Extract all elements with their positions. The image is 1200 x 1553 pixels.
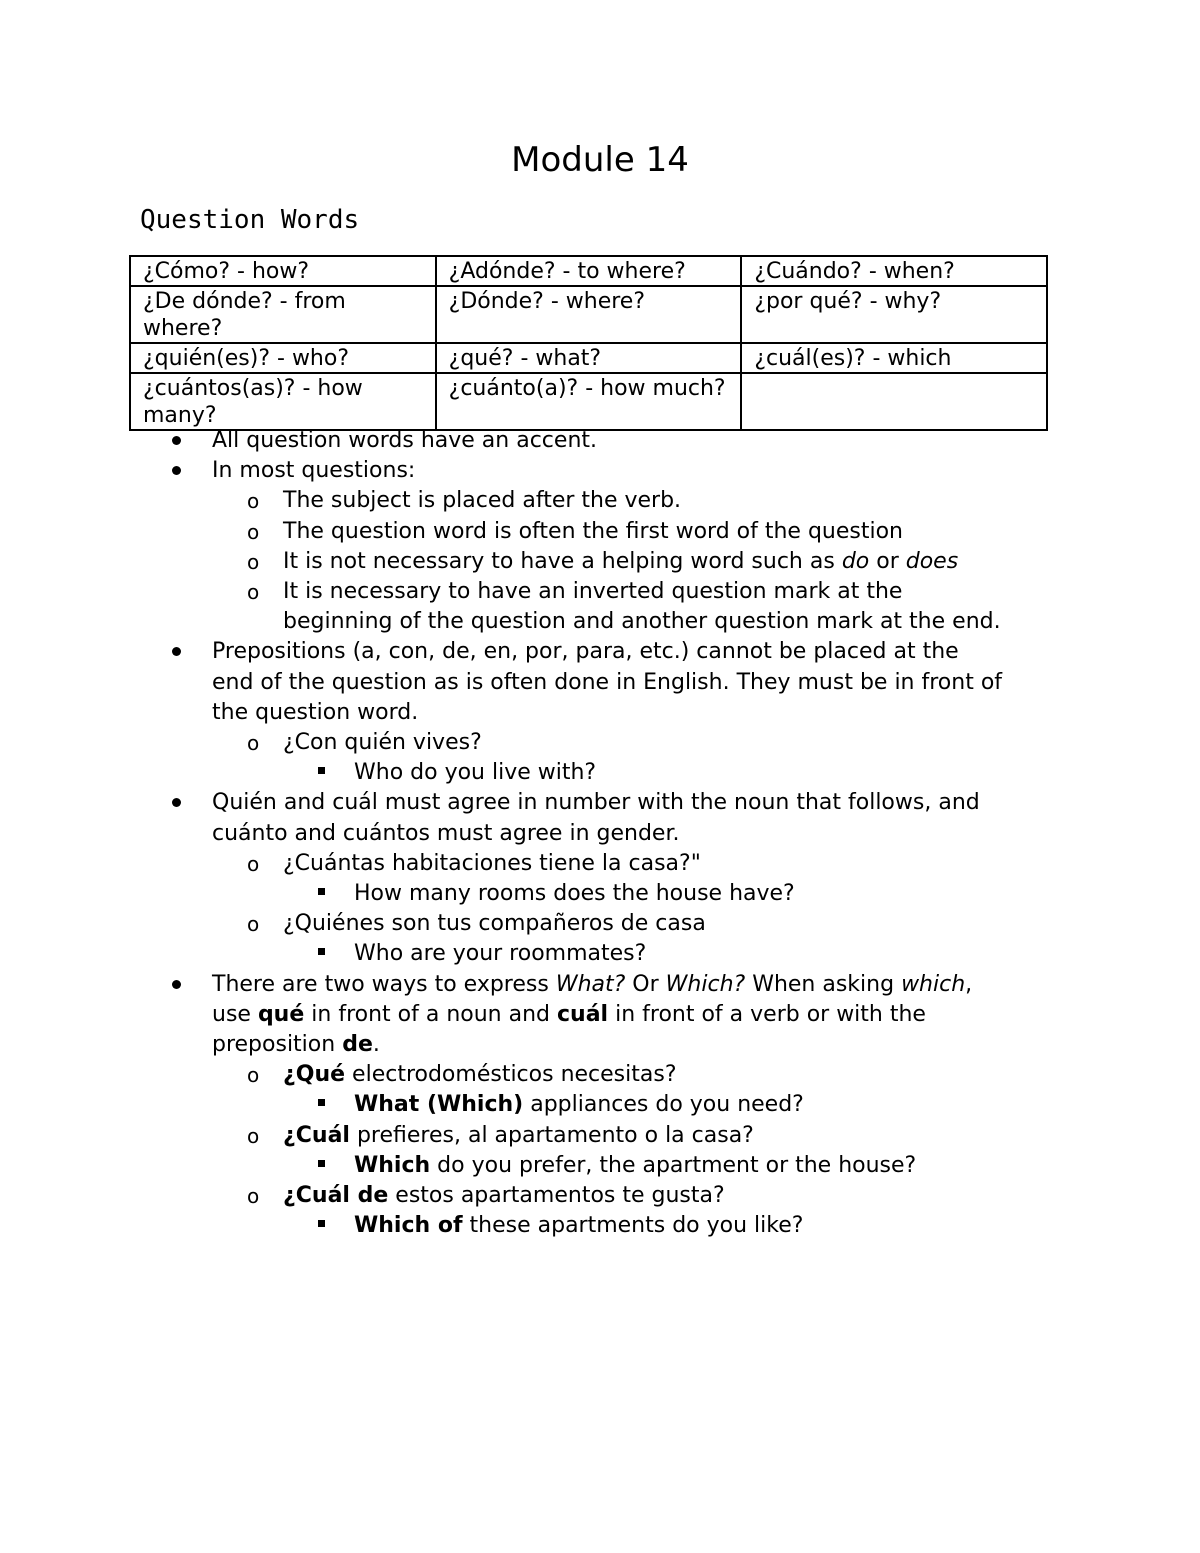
list-item <box>0 1181 1200 1211</box>
translation-text: Who are your roommates? <box>354 941 647 967</box>
list-item-continuation <box>0 698 1200 728</box>
table-cell: ¿qué? - what? <box>436 343 742 373</box>
square-bullet-icon <box>318 1151 325 1181</box>
circle-bullet-icon: o <box>247 1063 260 1088</box>
translation-text: How many rooms does the house have? <box>354 881 795 907</box>
note-text: Quién and cuál must agree in number with the noun that follows, and <box>212 790 980 816</box>
list-item <box>0 879 1200 909</box>
translation-text: do you prefer, the apartment or the house? <box>430 1152 917 1178</box>
example-strong: ¿Cuál de <box>283 1183 389 1209</box>
table-row <box>130 256 1047 286</box>
note-text: The question word is often the first word of the question <box>283 518 903 544</box>
bullet-icon <box>172 426 181 456</box>
circle-bullet-icon: o <box>247 731 260 756</box>
question-words-table <box>129 255 1048 431</box>
list-item <box>0 1060 1200 1090</box>
circle-bullet-icon: o <box>247 851 260 876</box>
list-item <box>0 909 1200 939</box>
note-text: In most questions: <box>212 458 416 484</box>
example-text: electrodomésticos necesitas? <box>345 1062 677 1088</box>
table-cell: ¿Cómo? - how? <box>130 256 436 286</box>
square-bullet-icon <box>318 939 325 969</box>
list-item <box>0 426 1200 456</box>
circle-bullet-icon: o <box>247 489 260 514</box>
note-text: end of the question as is often done in English. They must be in front of <box>212 669 1003 695</box>
note-text: beginning of the question and another question mark at the end. <box>283 609 1001 635</box>
page-title: Module 14 <box>511 140 689 180</box>
note-emphasis: do <box>841 548 870 574</box>
bullet-icon <box>172 637 181 667</box>
notes-list <box>0 426 1200 1241</box>
note-text: , <box>965 971 973 997</box>
translation-strong: Which of <box>354 1213 463 1239</box>
circle-bullet-icon: o <box>247 549 260 574</box>
table-cell: ¿cuál(es)? - which <box>741 343 1047 373</box>
table-cell: ¿quién(es)? - who? <box>130 343 436 373</box>
translation-text: Who do you live with? <box>354 760 597 786</box>
bullet-icon <box>172 788 181 818</box>
note-text: The subject is placed after the verb. <box>283 488 682 514</box>
list-item <box>0 939 1200 969</box>
note-emphasis: What? <box>555 971 626 997</box>
list-item <box>0 1151 1200 1181</box>
translation-strong: What (Which) <box>354 1092 524 1118</box>
bullet-icon <box>172 970 181 1000</box>
table-cell: ¿Cuándo? - when? <box>741 256 1047 286</box>
note-text: or <box>869 548 906 574</box>
square-bullet-icon <box>318 879 325 909</box>
list-item <box>0 758 1200 788</box>
example-text: prefieres, al apartamento o la casa? <box>349 1122 754 1148</box>
list-item <box>0 486 1200 516</box>
translation-text: these apartments do you like? <box>462 1213 804 1239</box>
list-item <box>0 970 1200 1000</box>
note-emphasis: which <box>901 971 966 997</box>
note-text: When asking <box>745 971 902 997</box>
note-text: . <box>372 1032 380 1058</box>
table-row <box>130 343 1047 373</box>
list-item <box>0 637 1200 667</box>
list-item-continuation <box>0 607 1200 637</box>
circle-bullet-icon: o <box>247 1184 260 1209</box>
table-cell <box>741 373 1047 430</box>
list-item <box>0 1211 1200 1241</box>
list-item <box>0 547 1200 577</box>
note-emphasis: Which? <box>665 971 746 997</box>
table-row <box>130 286 1047 343</box>
list-item <box>0 728 1200 758</box>
section-heading: Question Words <box>140 205 360 235</box>
square-bullet-icon <box>318 758 325 788</box>
note-text: use <box>212 1001 258 1027</box>
table-cell: ¿De dónde? - from where? <box>130 286 436 343</box>
note-text: Or <box>625 971 666 997</box>
list-item <box>0 577 1200 607</box>
circle-bullet-icon: o <box>247 519 260 544</box>
list-item <box>0 1121 1200 1151</box>
square-bullet-icon <box>318 1090 325 1120</box>
translation-strong: Which <box>354 1152 431 1178</box>
note-text: Prepositions (a, con, de, en, por, para, etc.) cannot be placed at the <box>212 639 959 665</box>
bullet-icon <box>172 456 181 486</box>
note-text: in front of a verb or with the <box>608 1001 926 1027</box>
translation-text: appliances do you need? <box>523 1092 804 1118</box>
list-item-continuation <box>0 668 1200 698</box>
list-item <box>0 456 1200 486</box>
note-text: There are two ways to express <box>212 971 556 997</box>
table-cell: ¿Dónde? - where? <box>436 286 742 343</box>
example-text: ¿Cuántas habitaciones tiene la casa?" <box>283 850 701 876</box>
list-item-continuation <box>0 819 1200 849</box>
list-item-continuation <box>0 1030 1200 1060</box>
table-row <box>130 373 1047 430</box>
note-text: the question word. <box>212 699 419 725</box>
example-text: ¿Quiénes son tus compañeros de casa <box>283 911 706 937</box>
example-text: ¿Con quién vives? <box>283 730 482 756</box>
table-cell: ¿Adónde? - to where? <box>436 256 742 286</box>
list-item <box>0 788 1200 818</box>
example-strong: ¿Cuál <box>283 1122 350 1148</box>
note-strong: de <box>342 1032 373 1058</box>
example-text: estos apartamentos te gusta? <box>388 1183 725 1209</box>
list-item-continuation <box>0 1000 1200 1030</box>
table-cell: ¿por qué? - why? <box>741 286 1047 343</box>
list-item <box>0 517 1200 547</box>
circle-bullet-icon: o <box>247 1123 260 1148</box>
circle-bullet-icon: o <box>247 912 260 937</box>
list-item <box>0 1090 1200 1120</box>
list-item <box>0 849 1200 879</box>
note-text: It is necessary to have an inverted question mark at the <box>283 579 903 605</box>
note-text: All question words have an accent. <box>212 428 597 453</box>
note-text: in front of a noun and <box>304 1001 557 1027</box>
example-strong: ¿Qué <box>283 1062 346 1088</box>
note-text: cuánto and cuántos must agree in gender. <box>212 820 680 846</box>
note-strong: cuál <box>557 1001 609 1027</box>
table-cell: ¿cuántos(as)? - how many? <box>130 373 436 430</box>
note-text: It is not necessary to have a helping word such as <box>283 548 842 574</box>
square-bullet-icon <box>318 1211 325 1241</box>
circle-bullet-icon: o <box>247 580 260 605</box>
note-emphasis: does <box>905 548 959 574</box>
table-cell: ¿cuánto(a)? - how much? <box>436 373 742 430</box>
note-strong: qué <box>257 1001 305 1027</box>
note-text: preposition <box>212 1032 343 1058</box>
